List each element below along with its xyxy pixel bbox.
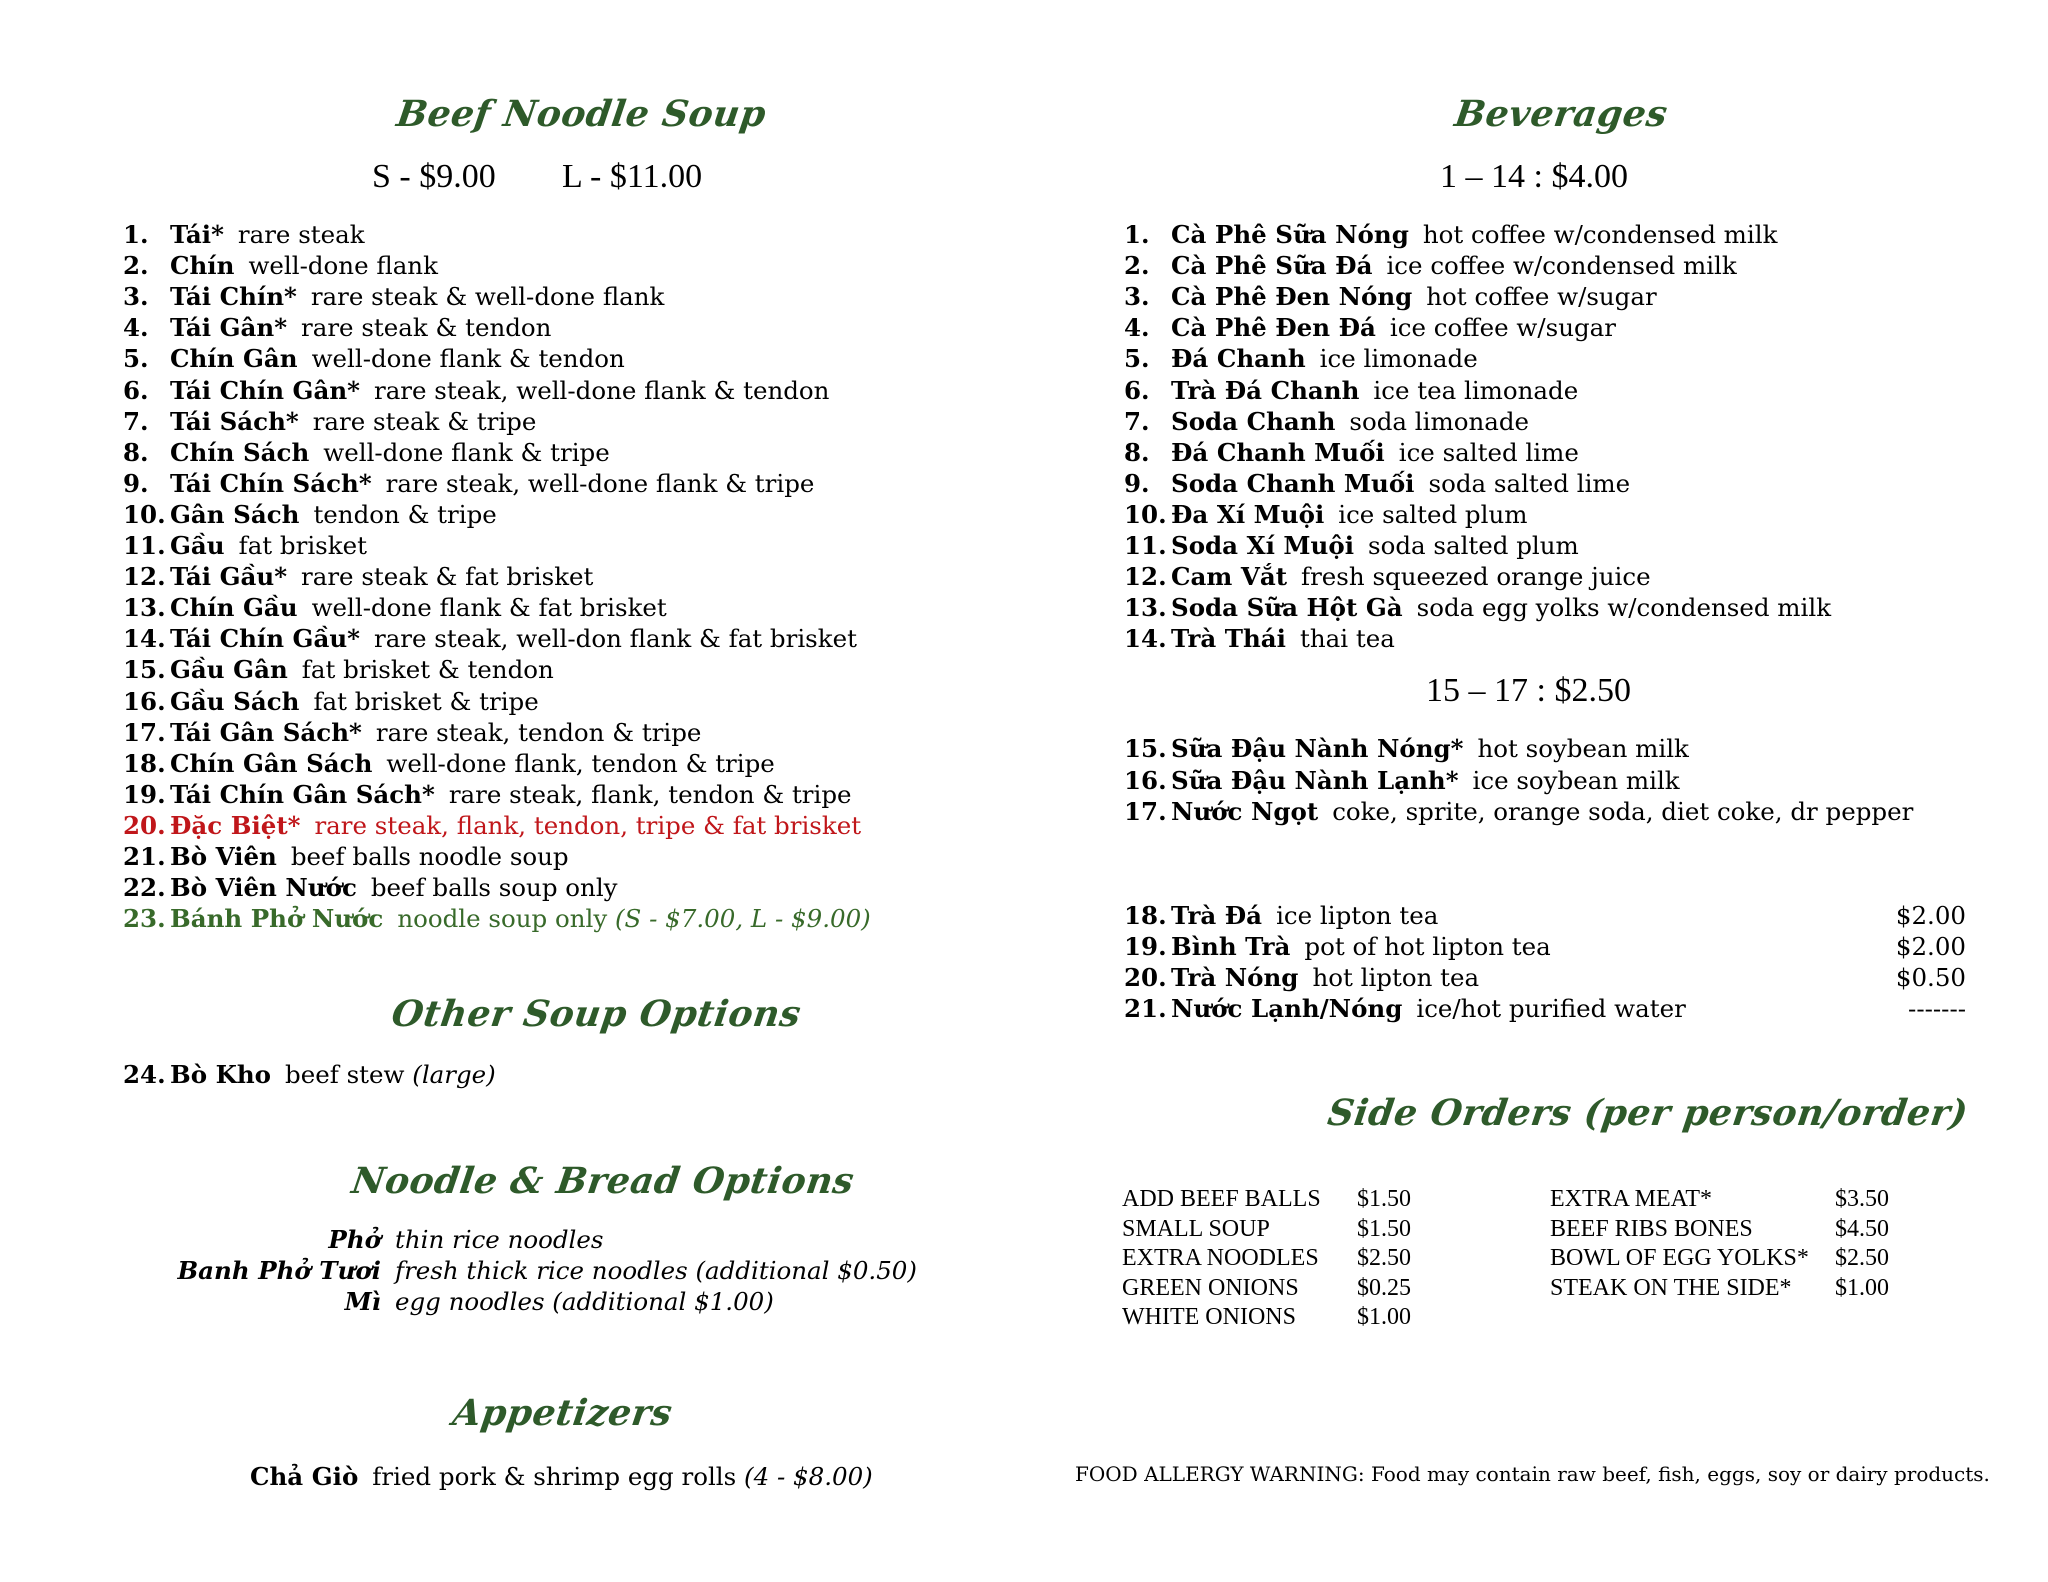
menu-item — [123, 904, 871, 934]
item-desc: ice tea limonade — [1373, 375, 1579, 405]
side-order-price: $1.00 — [1357, 1304, 1411, 1330]
menu-item — [1124, 901, 1438, 931]
menu-item — [123, 251, 438, 281]
item-desc: ice soybean milk — [1472, 765, 1680, 795]
item-name: Soda Xí Muội — [1171, 531, 1354, 560]
appetizer-item — [250, 1462, 873, 1492]
item-number: 20. — [123, 810, 166, 840]
menu-item — [1124, 500, 1527, 530]
item-name: Cà Phê Đen Đá — [1171, 313, 1376, 343]
item-number: 19. — [1124, 932, 1167, 961]
menu-item — [123, 500, 497, 530]
allergy-warning: FOOD ALLERGY WARNING: Food may contain raw beef, fish, eggs, soy or dairy products. — [1075, 1462, 1990, 1486]
price-head-1-14: 1 – 14 : $4.00 — [1440, 158, 1628, 195]
menu-item — [123, 1060, 496, 1090]
item-desc: tendon & tripe — [313, 499, 497, 529]
item-number: 2. — [1124, 251, 1150, 281]
item-desc: ice lipton tea — [1276, 901, 1439, 930]
item-desc: fat brisket — [238, 531, 367, 560]
side-order-name: GREEN ONIONS — [1122, 1274, 1299, 1301]
item-name: Chín Gân — [170, 344, 298, 374]
side-order-name: WHITE ONIONS — [1122, 1304, 1296, 1330]
beverage-price: $2.00 — [1895, 932, 1966, 961]
item-name: Chín Gầu — [170, 593, 298, 623]
item-name: Gầu Gân — [170, 655, 288, 685]
menu-item — [123, 407, 536, 437]
item-name: Chín — [170, 251, 235, 281]
noodle-name: Banh Phở Tươi — [177, 1256, 381, 1285]
item-number: 11. — [1124, 531, 1167, 560]
item-number: 7. — [123, 406, 149, 436]
item-number: 17. — [1124, 797, 1167, 826]
item-desc: hot lipton tea — [1312, 963, 1480, 992]
item-name: Tái Sách* — [170, 406, 299, 436]
item-number: 21. — [123, 842, 166, 871]
item-number: 13. — [1124, 593, 1167, 623]
menu-item — [123, 873, 618, 903]
noodle-name: Phở — [328, 1225, 381, 1254]
side-order-price: $1.50 — [1357, 1186, 1411, 1212]
menu-item — [1124, 376, 1578, 406]
price-large: L - $11.00 — [562, 158, 703, 195]
menu-item — [1124, 251, 1737, 281]
noodle-desc: thin rice noodles — [395, 1225, 604, 1254]
appetizer-desc: fried pork & shrimp egg rolls — [372, 1462, 737, 1491]
item-name: Trà Nóng — [1171, 963, 1299, 992]
item-desc: ice coffee w/condensed milk — [1386, 251, 1737, 281]
item-name: Gầu Sách — [170, 686, 300, 716]
menu-item — [1124, 438, 1579, 468]
item-desc: rare steak, flank, tendon, tripe & fat brisket — [314, 810, 862, 840]
item-desc: hot coffee w/sugar — [1426, 282, 1657, 312]
item-number: 5. — [1124, 344, 1150, 374]
menu-item — [1124, 932, 1551, 962]
item-name: Đá Chanh Muối — [1171, 437, 1385, 467]
section-title-beef-noodle-soup: Beef Noodle Soup — [394, 93, 769, 135]
item-number: 16. — [123, 686, 166, 716]
item-number: 5. — [123, 344, 149, 374]
item-desc: rare steak — [237, 220, 365, 249]
item-number: 19. — [123, 779, 166, 809]
menu-item — [123, 469, 814, 499]
item-number: 3. — [123, 282, 149, 312]
menu-item — [1124, 624, 1395, 654]
item-number: 24. — [123, 1060, 166, 1089]
item-number: 3. — [1124, 282, 1150, 312]
item-number: 13. — [123, 593, 166, 623]
section-title-other-soup: Other Soup Options — [389, 993, 804, 1035]
item-number: 12. — [1124, 562, 1167, 592]
menu-item — [1124, 469, 1630, 499]
item-desc: ice coffee w/sugar — [1389, 313, 1616, 343]
item-number: 4. — [1124, 313, 1150, 343]
item-desc: hot soybean milk — [1477, 734, 1689, 763]
item-name: Soda Chanh Muối — [1171, 468, 1415, 498]
item-desc: ice limonade — [1319, 344, 1478, 374]
item-desc: soda egg yolks w/condensed milk — [1416, 593, 1832, 623]
item-number: 7. — [1124, 406, 1150, 436]
menu-item — [1124, 593, 1831, 623]
item-number: 6. — [123, 375, 149, 405]
item-desc: well-done flank, tendon & tripe — [386, 748, 775, 778]
item-desc: fat brisket & tripe — [313, 686, 539, 716]
item-number: 18. — [123, 748, 166, 778]
side-order-price: $0.25 — [1357, 1274, 1411, 1301]
item-name: Trà Đá — [1171, 901, 1263, 930]
item-name: Soda Chanh — [1171, 406, 1336, 436]
menu-item — [1124, 282, 1657, 312]
menu-item — [123, 220, 365, 250]
item-name: Tái Gân Sách* — [170, 717, 362, 747]
item-desc: rare steak & tripe — [312, 406, 537, 436]
item-name: Tái Gân* — [170, 313, 288, 343]
beverage-price: $2.00 — [1895, 901, 1966, 930]
item-desc: beef balls noodle soup — [290, 842, 569, 871]
item-name: Tái* — [170, 220, 224, 249]
item-desc: rare steak & fat brisket — [301, 562, 594, 592]
item-desc: rare steak, well-done flank & tripe — [385, 468, 815, 498]
menu-item — [1124, 994, 1686, 1024]
item-desc: fat brisket & tendon — [301, 655, 554, 685]
menu-item — [123, 780, 852, 810]
item-desc: well-done flank & tripe — [323, 437, 610, 467]
item-number: 15. — [123, 655, 166, 685]
item-name: Bò Viên Nước — [170, 873, 357, 903]
item-number: 15. — [1124, 734, 1167, 763]
item-desc: coke, sprite, orange soda, diet coke, dr pepper — [1332, 797, 1914, 826]
item-desc: thai tea — [1300, 624, 1395, 654]
item-number: 22. — [123, 873, 166, 903]
item-number: 1. — [123, 220, 149, 249]
item-desc: beef balls soup only — [370, 873, 618, 903]
item-number: 21. — [1124, 994, 1167, 1023]
menu-item — [1124, 407, 1529, 437]
item-number: 14. — [123, 624, 166, 654]
item-name: Trà Thái — [1171, 624, 1286, 654]
item-name: Bò Viên — [170, 842, 277, 871]
item-number: 1. — [1124, 220, 1150, 249]
item-desc: soda limonade — [1349, 406, 1530, 436]
item-name: Bánh Phở Nước — [170, 904, 384, 934]
section-title-beverages: Beverages — [1452, 93, 1671, 135]
price-head-15-17: 15 – 17 : $2.50 — [1426, 672, 1631, 709]
item-number: 12. — [123, 562, 166, 592]
menu-item — [1124, 797, 1913, 827]
item-number: 10. — [123, 499, 166, 529]
menu-item — [1124, 313, 1616, 343]
menu-item — [123, 842, 569, 872]
item-name: Gân Sách — [170, 499, 300, 529]
menu-item — [1124, 344, 1478, 374]
side-order-name: EXTRA MEAT* — [1550, 1186, 1712, 1212]
item-desc: rare steak & well-done flank — [310, 282, 665, 312]
item-name: Bình Trà — [1171, 932, 1291, 961]
side-order-price: $1.00 — [1835, 1274, 1889, 1301]
item-name: Tái Gầu* — [170, 562, 288, 592]
side-order-name: STEAK ON THE SIDE* — [1550, 1274, 1792, 1301]
item-desc: soda salted plum — [1368, 531, 1579, 560]
side-order-name: BEEF RIBS BONES — [1550, 1215, 1753, 1242]
side-order-name: EXTRA NOODLES — [1122, 1245, 1319, 1271]
item-desc: pot of hot lipton tea — [1304, 932, 1551, 961]
menu-item — [123, 749, 775, 779]
menu-item — [1124, 734, 1689, 764]
menu-item — [123, 376, 829, 406]
item-name: Đá Chanh — [1171, 344, 1306, 374]
menu-item — [1124, 963, 1479, 993]
item-desc: rare steak, tendon & tripe — [375, 717, 702, 747]
price-small: S - $9.00 — [372, 158, 496, 195]
item-name: Cà Phê Sữa Nóng — [1171, 220, 1409, 249]
item-number: 9. — [123, 468, 149, 498]
item-number: 6. — [1124, 375, 1150, 405]
item-desc: fresh squeezed orange juice — [1301, 562, 1651, 592]
item-name: Tái Chín Gân Sách* — [170, 779, 435, 809]
item-desc: beef stew — [285, 1060, 405, 1089]
item-desc: noodle soup only — [397, 904, 608, 934]
noodle-desc: fresh thick rice noodles (additional $0.50) — [395, 1256, 917, 1285]
menu-item — [1124, 562, 1651, 592]
beverage-price: ------- — [1908, 994, 1966, 1023]
noodle-option — [0, 1286, 1060, 1317]
item-desc: well-done flank & tendon — [311, 344, 625, 374]
item-name: Cà Phê Sữa Đá — [1171, 251, 1373, 281]
item-desc: hot coffee w/condensed milk — [1422, 220, 1778, 249]
item-name: Tái Chín Sách* — [170, 468, 372, 498]
noodle-name: Mì — [344, 1287, 381, 1316]
item-number: 20. — [1124, 963, 1167, 992]
item-desc: well-done flank — [248, 251, 438, 281]
item-desc: ice salted plum — [1338, 499, 1528, 529]
item-desc: soda salted lime — [1428, 468, 1631, 498]
menu-item — [123, 624, 857, 654]
menu-item — [123, 438, 610, 468]
menu-item — [1124, 766, 1680, 796]
item-number: 4. — [123, 313, 149, 343]
item-desc: ice salted lime — [1398, 437, 1579, 467]
menu-item — [123, 655, 554, 685]
item-note: (large) — [412, 1060, 496, 1089]
appetizer-name: Chả Giò — [250, 1462, 359, 1491]
item-number: 16. — [1124, 765, 1167, 795]
item-name: Tái Chín* — [170, 282, 297, 312]
item-number: 23. — [123, 904, 166, 934]
item-name: Sữa Đậu Nành Nóng* — [1171, 734, 1464, 763]
item-name: Trà Đá Chanh — [1171, 375, 1360, 405]
section-title-appetizers: Appetizers — [450, 1392, 676, 1434]
item-note: (S - $7.00, L - $9.00) — [614, 904, 871, 934]
side-order-name: SMALL SOUP — [1122, 1215, 1270, 1242]
side-order-price: $4.50 — [1835, 1215, 1889, 1242]
item-name: Nước Ngọt — [1171, 797, 1319, 826]
menu-item — [123, 687, 539, 717]
item-desc: rare steak, flank, tendon & tripe — [448, 779, 852, 809]
item-name: Sữa Đậu Nành Lạnh* — [1171, 765, 1459, 795]
menu-item — [123, 282, 664, 312]
menu-item — [123, 593, 667, 623]
item-name: Đặc Biệt* — [170, 810, 301, 840]
noodle-option — [0, 1224, 1060, 1255]
side-order-price: $2.50 — [1357, 1245, 1411, 1271]
item-name: Chín Sách — [170, 437, 310, 467]
menu-item — [1124, 531, 1579, 561]
menu-item — [123, 531, 367, 561]
item-name: Gầu — [170, 531, 225, 560]
menu-item — [123, 562, 593, 592]
item-number: 10. — [1124, 499, 1167, 529]
item-number: 17. — [123, 717, 166, 747]
menu-item — [123, 811, 861, 841]
beverage-price: $0.50 — [1895, 963, 1966, 992]
side-order-name: BOWL OF EGG YOLKS* — [1550, 1245, 1809, 1271]
item-name: Cà Phê Đen Nóng — [1171, 282, 1413, 312]
item-number: 14. — [1124, 624, 1167, 654]
side-order-price: $1.50 — [1357, 1215, 1411, 1242]
appetizer-note: (4 - $8.00) — [744, 1462, 873, 1491]
menu-item — [123, 313, 551, 343]
menu-item — [123, 344, 625, 374]
item-number: 2. — [123, 251, 149, 281]
item-desc: rare steak, well-done flank & tendon — [373, 375, 830, 405]
item-name: Soda Sữa Hột Gà — [1171, 593, 1403, 623]
side-order-price: $3.50 — [1835, 1186, 1889, 1212]
item-name: Chín Gân Sách — [170, 748, 373, 778]
item-name: Cam Vắt — [1171, 562, 1288, 592]
item-name: Đa Xí Muội — [1171, 499, 1325, 529]
side-order-price: $2.50 — [1835, 1245, 1889, 1271]
item-number: 8. — [123, 437, 149, 467]
item-number: 8. — [1124, 437, 1150, 467]
noodle-option — [0, 1255, 1060, 1286]
side-order-name: ADD BEEF BALLS — [1122, 1186, 1321, 1212]
section-title-side-orders: Side Orders (per person/order) — [1325, 1092, 1971, 1134]
item-name: Bò Kho — [170, 1060, 272, 1089]
item-desc: rare steak & tendon — [301, 313, 552, 343]
item-name: Tái Chín Gầu* — [170, 624, 360, 654]
item-desc: ice/hot purified water — [1416, 994, 1686, 1023]
item-name: Tái Chín Gân* — [170, 375, 360, 405]
item-number: 11. — [123, 531, 166, 560]
menu-item — [1124, 220, 1777, 250]
menu-item — [123, 718, 701, 748]
item-desc: rare steak, well-don flank & fat brisket — [373, 624, 857, 654]
section-title-noodle-bread: Noodle & Bread Options — [349, 1160, 857, 1202]
item-name: Nước Lạnh/Nóng — [1171, 994, 1403, 1023]
item-number: 9. — [1124, 468, 1150, 498]
noodle-desc: egg noodles (additional $1.00) — [395, 1287, 774, 1316]
item-number: 18. — [1124, 901, 1167, 930]
item-desc: well-done flank & fat brisket — [311, 593, 667, 623]
